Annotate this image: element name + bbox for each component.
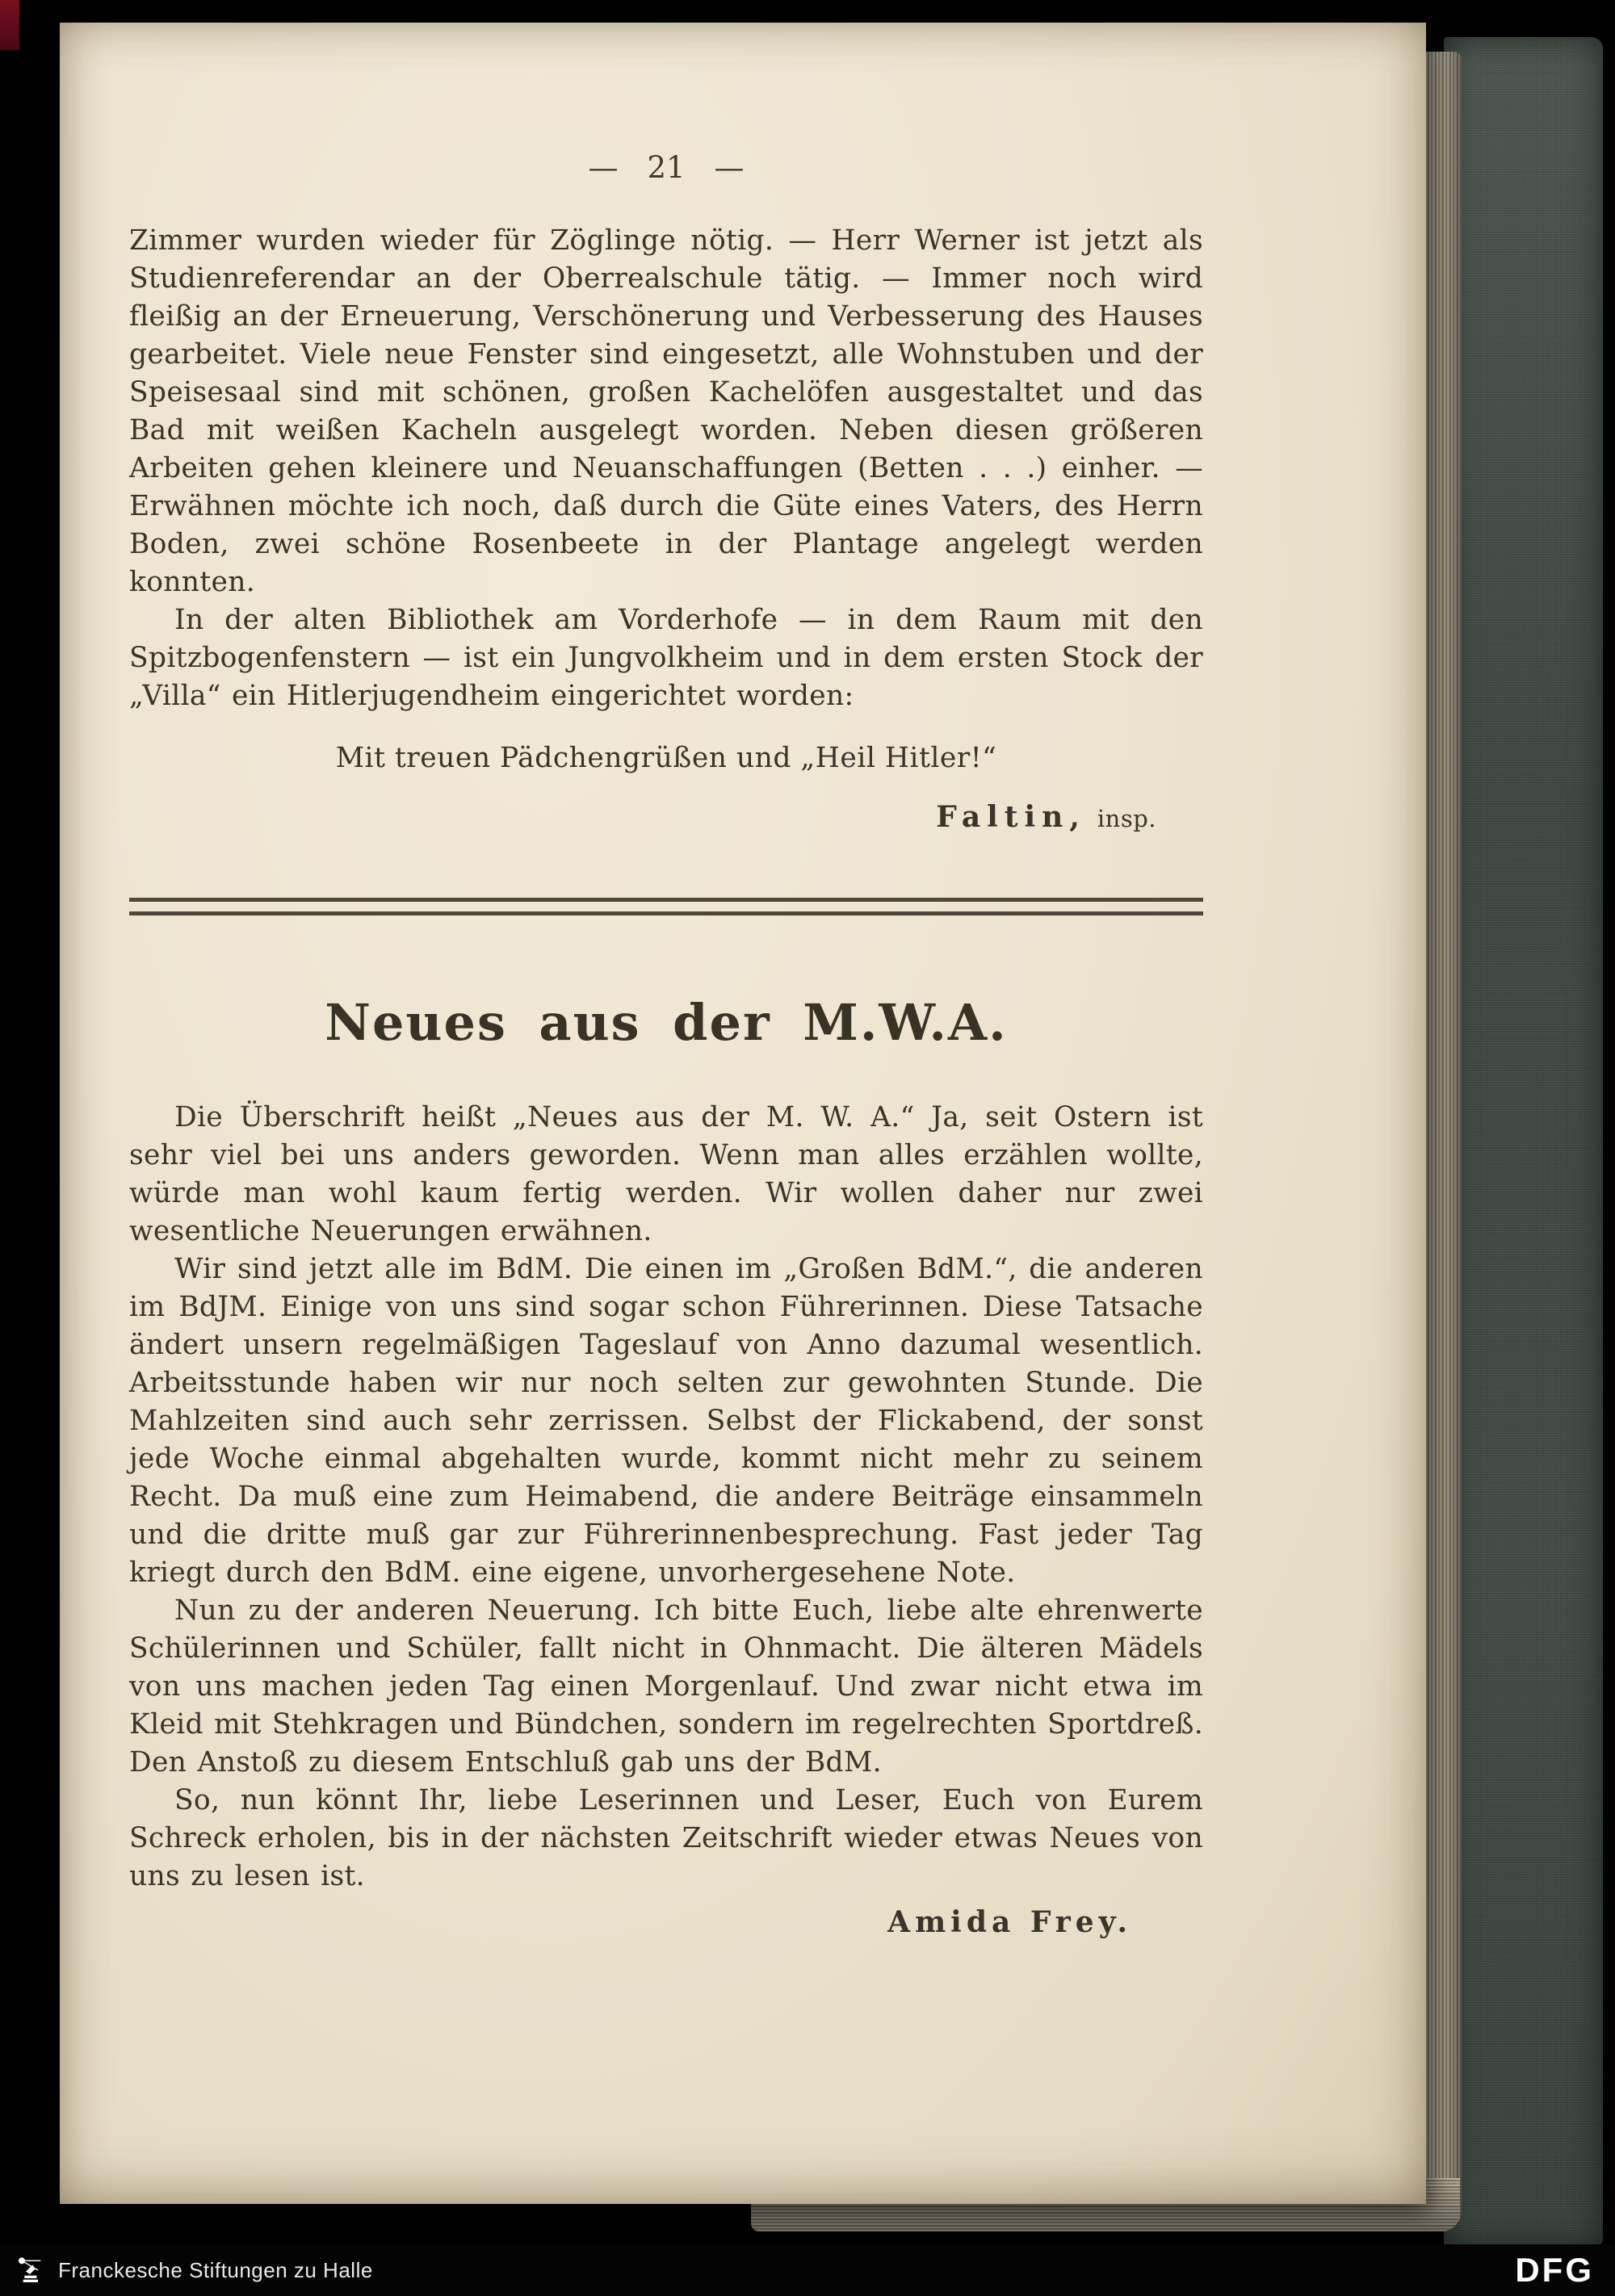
page-number-value: 21	[647, 150, 686, 185]
signature-amida-frey: Amida Frey.	[887, 1905, 1132, 1939]
section-divider-rule	[129, 898, 1203, 915]
paragraph: In der alten Bibliothek am Vorderhofe — in dem Raum mit den Spitzbogenfenstern — ist ein Jungvolkheim und in dem ersten Stock der „Villa“ ein Hitlerjugendheim eingerichtet worden:	[129, 604, 1203, 712]
book-cover	[1444, 37, 1603, 2249]
paragraph: Die Überschrift heißt „Neues aus der M. W. A.“ Ja, seit Ostern ist sehr viel bei uns anders geworden. Wenn man alles erzählen wollte, würde man wohl kaum fertig werden. Wir wollen daher nur zwei wesentliche Neuerungen erwähnen.	[129, 1101, 1203, 1247]
paragraph: Zimmer wurden wieder für Zöglinge nötig. — Herr Werner ist jetzt als Studienreferendar an der Oberrealschule tätig. — Immer noch wird fleißig an der Erneuerung, Verschönerung und Verbesserung des Hauses gearbeitet. Viele neue Fenster sind eingesetzt, alle Wohnstuben und der Speisesaal sind mit schönen, großen Kachelöfen ausgestaltet und das Bad mit weißen Kacheln ausgelegt worden. Neben diesen größeren Arbeiten gehen kleinere und Neuanschaffungen (Betten . . .) einher. — Erwähnen möchte ich noch, daß durch die Güte eines Vaters, des Herrn Boden, zwei schöne Rosenbeete in der Plantage angelegt werden konnten.	[129, 224, 1203, 598]
article-title: Neues aus der M.W.A.	[325, 993, 1008, 1052]
paragraph: Wir sind jetzt alle im BdM. Die einen im „Großen BdM.“, die anderen im BdJM. Einige von uns sind sogar schon Führerinnen. Diese Tatsache ändert unsern regelmäßigen Tageslauf von Anno dazumal wesentlich. Arbeitsstunde haben wir nur noch selten zur gewohnten Stunde. Die Mahlzeiten sind auch sehr zerrissen. Selbst der Flickabend, der sonst jede Woche einmal abgehalten wurde, kommt nicht mehr zu seinem Recht. Da muß eine zum Heimabend, die andere Beiträge einsammeln und die dritte muß gar zur Führerinnenbesprechung. Fast jeder Tag kriegt durch den BdM. eine eigene, unvorhergesehene Note.	[129, 1253, 1203, 1589]
footer-left-group	[13, 2253, 373, 2287]
page-number-dash-right: —	[714, 150, 745, 185]
signature-name: Faltin,	[936, 800, 1086, 834]
signature-faltin	[129, 798, 1203, 838]
page-number-dash-left: —	[588, 150, 619, 185]
signature-title: insp.	[1097, 805, 1156, 832]
page-content	[60, 23, 1203, 1942]
dfg-logo: DFG	[1515, 2251, 1594, 2289]
book-spine-edge	[0, 0, 19, 50]
franckesche-stiftungen-logo-icon	[13, 2253, 47, 2287]
paragraph: So, nun könnt Ihr, liebe Leserinnen und Leser, Euch von Eurem Schreck erholen, bis in der nächsten Zeitschrift wieder etwas Neues von uns zu lesen ist.	[129, 1784, 1203, 1892]
book-page	[60, 23, 1426, 2204]
page-number	[129, 150, 1203, 185]
viewer-footer-bar	[0, 2244, 1615, 2296]
institution-label: Franckesche Stiftungen zu Halle	[58, 2257, 373, 2282]
paragraph: Nun zu der anderen Neuerung. Ich bitte Euch, liebe alte ehrenwerte Schülerinnen und Schüler, fallt nicht in Ohnmacht. Die älteren Mädels von uns machen jeden Tag einen Morgenlauf. Und zwar nicht etwa im Kleid mit Stehkragen und Bündchen, sondern im regelrechten Sportdreß. Den Anstoß zu diesem Entschluß gab uns der BdM.	[129, 1594, 1203, 1779]
closing-line: Mit treuen Pädchengrüßen und „Heil Hitler!“	[335, 742, 997, 774]
